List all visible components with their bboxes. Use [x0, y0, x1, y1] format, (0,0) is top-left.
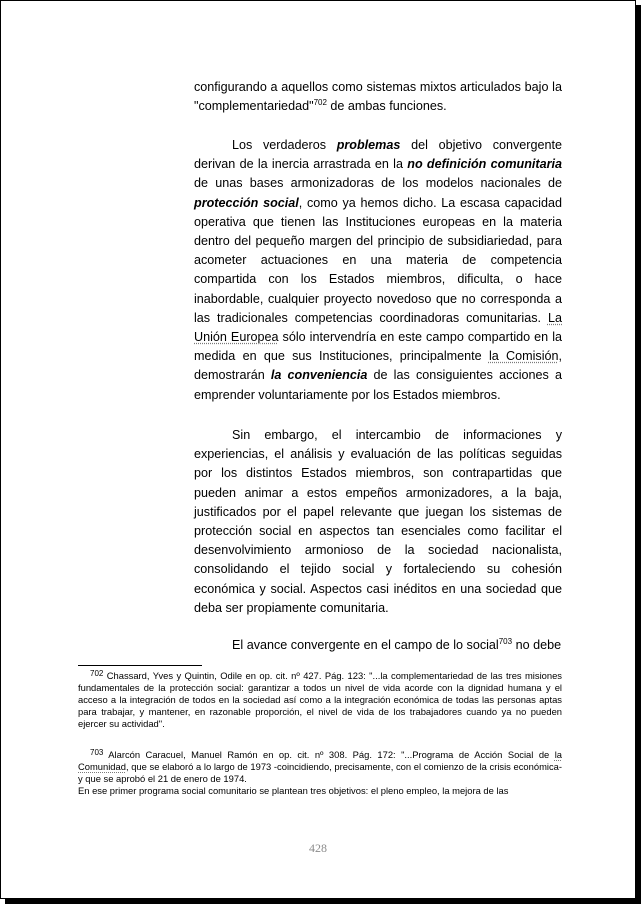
footnote-702-mark: 702: [90, 669, 104, 678]
p0-text-a: configurando a aquellos como sistemas mixtos articulados bajo la "complementariedad": [194, 80, 562, 114]
p1-emphasis-proteccion-social: protección social: [194, 195, 299, 210]
p3-text-b: no debe: [512, 638, 562, 652]
p0-text-b: de ambas funciones.: [326, 99, 447, 114]
p1-text-6: , demostrarán: [194, 349, 562, 383]
paragraph-0: [194, 78, 562, 116]
p1-emphasis-no-definicion: no definición comunitaria: [407, 157, 563, 172]
footnote-703-continuation: En ese primer programa social comunitario se plantean tres objetivos: el pleno empleo, la mejora de las: [78, 785, 509, 796]
footnote-702-text: Chassard, Yves y Quintin, Odile en op. cit. nº 427. Pág. 123: "...la complementariedad de las tres misiones fundamentales de la protección social: garantizar a todos un nivel de vida acorde con la dignidad humana y el acceso a la integración de todos en la sociedad así como a la integración económica de todas las personas aptas para trabajar, y mantener, en razonable proporción, el nivel de vida de los trabajadores cuando ya no pueden ejercer su actividad".: [78, 670, 562, 729]
p1-term-la-comision: la Comisión: [488, 349, 559, 364]
footnote-702: [78, 670, 562, 730]
page-shadow-bottom: [5, 899, 641, 904]
page-number: 428: [309, 841, 327, 855]
footnote-703-text-a: Alarcón Caracuel, Manuel Ramón en op. cit. nº 308. Pág. 172: "...Programa de Acción Social de: [103, 749, 555, 760]
footnote-703-text-b: , que se elaboró a lo largo de 1973 -coincidiendo, precisamente, con el comienzo de la crisis económica- y que se aprobó el 21 de enero de 1974.: [78, 761, 562, 784]
p1-term-union-europea: La Unión Europea: [194, 310, 562, 345]
p3-text-a: El avance convergente en el campo de lo social: [232, 638, 499, 652]
footnote-separator: [78, 665, 202, 666]
p1-text-5: sólo intervendría en este campo compartido en la medida en que sus Instituciones, principalmente: [194, 330, 562, 364]
paragraph-2: [194, 426, 562, 618]
p1-emphasis-problemas: problemas: [336, 138, 401, 152]
footnote-703-mark: 703: [90, 748, 104, 757]
p1-text-1: Los verdaderos: [232, 138, 337, 152]
footnote-703: [78, 749, 562, 797]
footnote-ref-702[interactable]: 702: [313, 98, 327, 108]
p2-text: Sin embargo, el intercambio de informaciones y experiencias, el análisis y evaluación de las políticas seguidas por los distintos Estados miembros, son contrapartidas que pueden animar a estos empeños armonizadores, a la baja, justificados por el papel relevante que juegan los sistemas de protección social en aspectos tan esenciales como facilitar el desenvolvimiento armonioso de la sociedad nacionalista, consolidando el tejido social y fortaleciendo su cohesión económica y social. Aspectos casi inéditos en una sociedad que deba ser propiamente comunitaria.: [194, 428, 562, 615]
p1-emphasis-la-conveniencia: la conveniencia: [270, 368, 368, 383]
p1-text-2: del objetivo convergente derivan de la inercia arrastrada en la: [194, 138, 563, 172]
footnote-ref-703[interactable]: 703: [498, 637, 513, 646]
p1-text-7: de las consiguientes acciones a emprender voluntariamente por los Estados miembros.: [194, 368, 563, 402]
paragraph-1: [194, 136, 562, 405]
p1-text-3: de unas bases armonizadoras de los modelos nacionales de: [194, 176, 562, 191]
page-shadow-right: [636, 5, 641, 904]
paragraph-3: [194, 636, 562, 655]
footnote-703-term-la-comunidad: la Comunidad: [78, 749, 562, 772]
p1-text-4: , como ya hemos dicho. La escasa capacidad operativa que tienen las Instituciones europeas en la materia dentro del pequeño margen del principio de subsidiariedad, para acometer actuaciones en una materia de competencia compartida con los Estados miembros, dificulta, o hace inabordable, cualquier proyecto novedoso que no corresponda a las tradicionales competencias coordinadoras comunitarias.: [194, 195, 562, 325]
